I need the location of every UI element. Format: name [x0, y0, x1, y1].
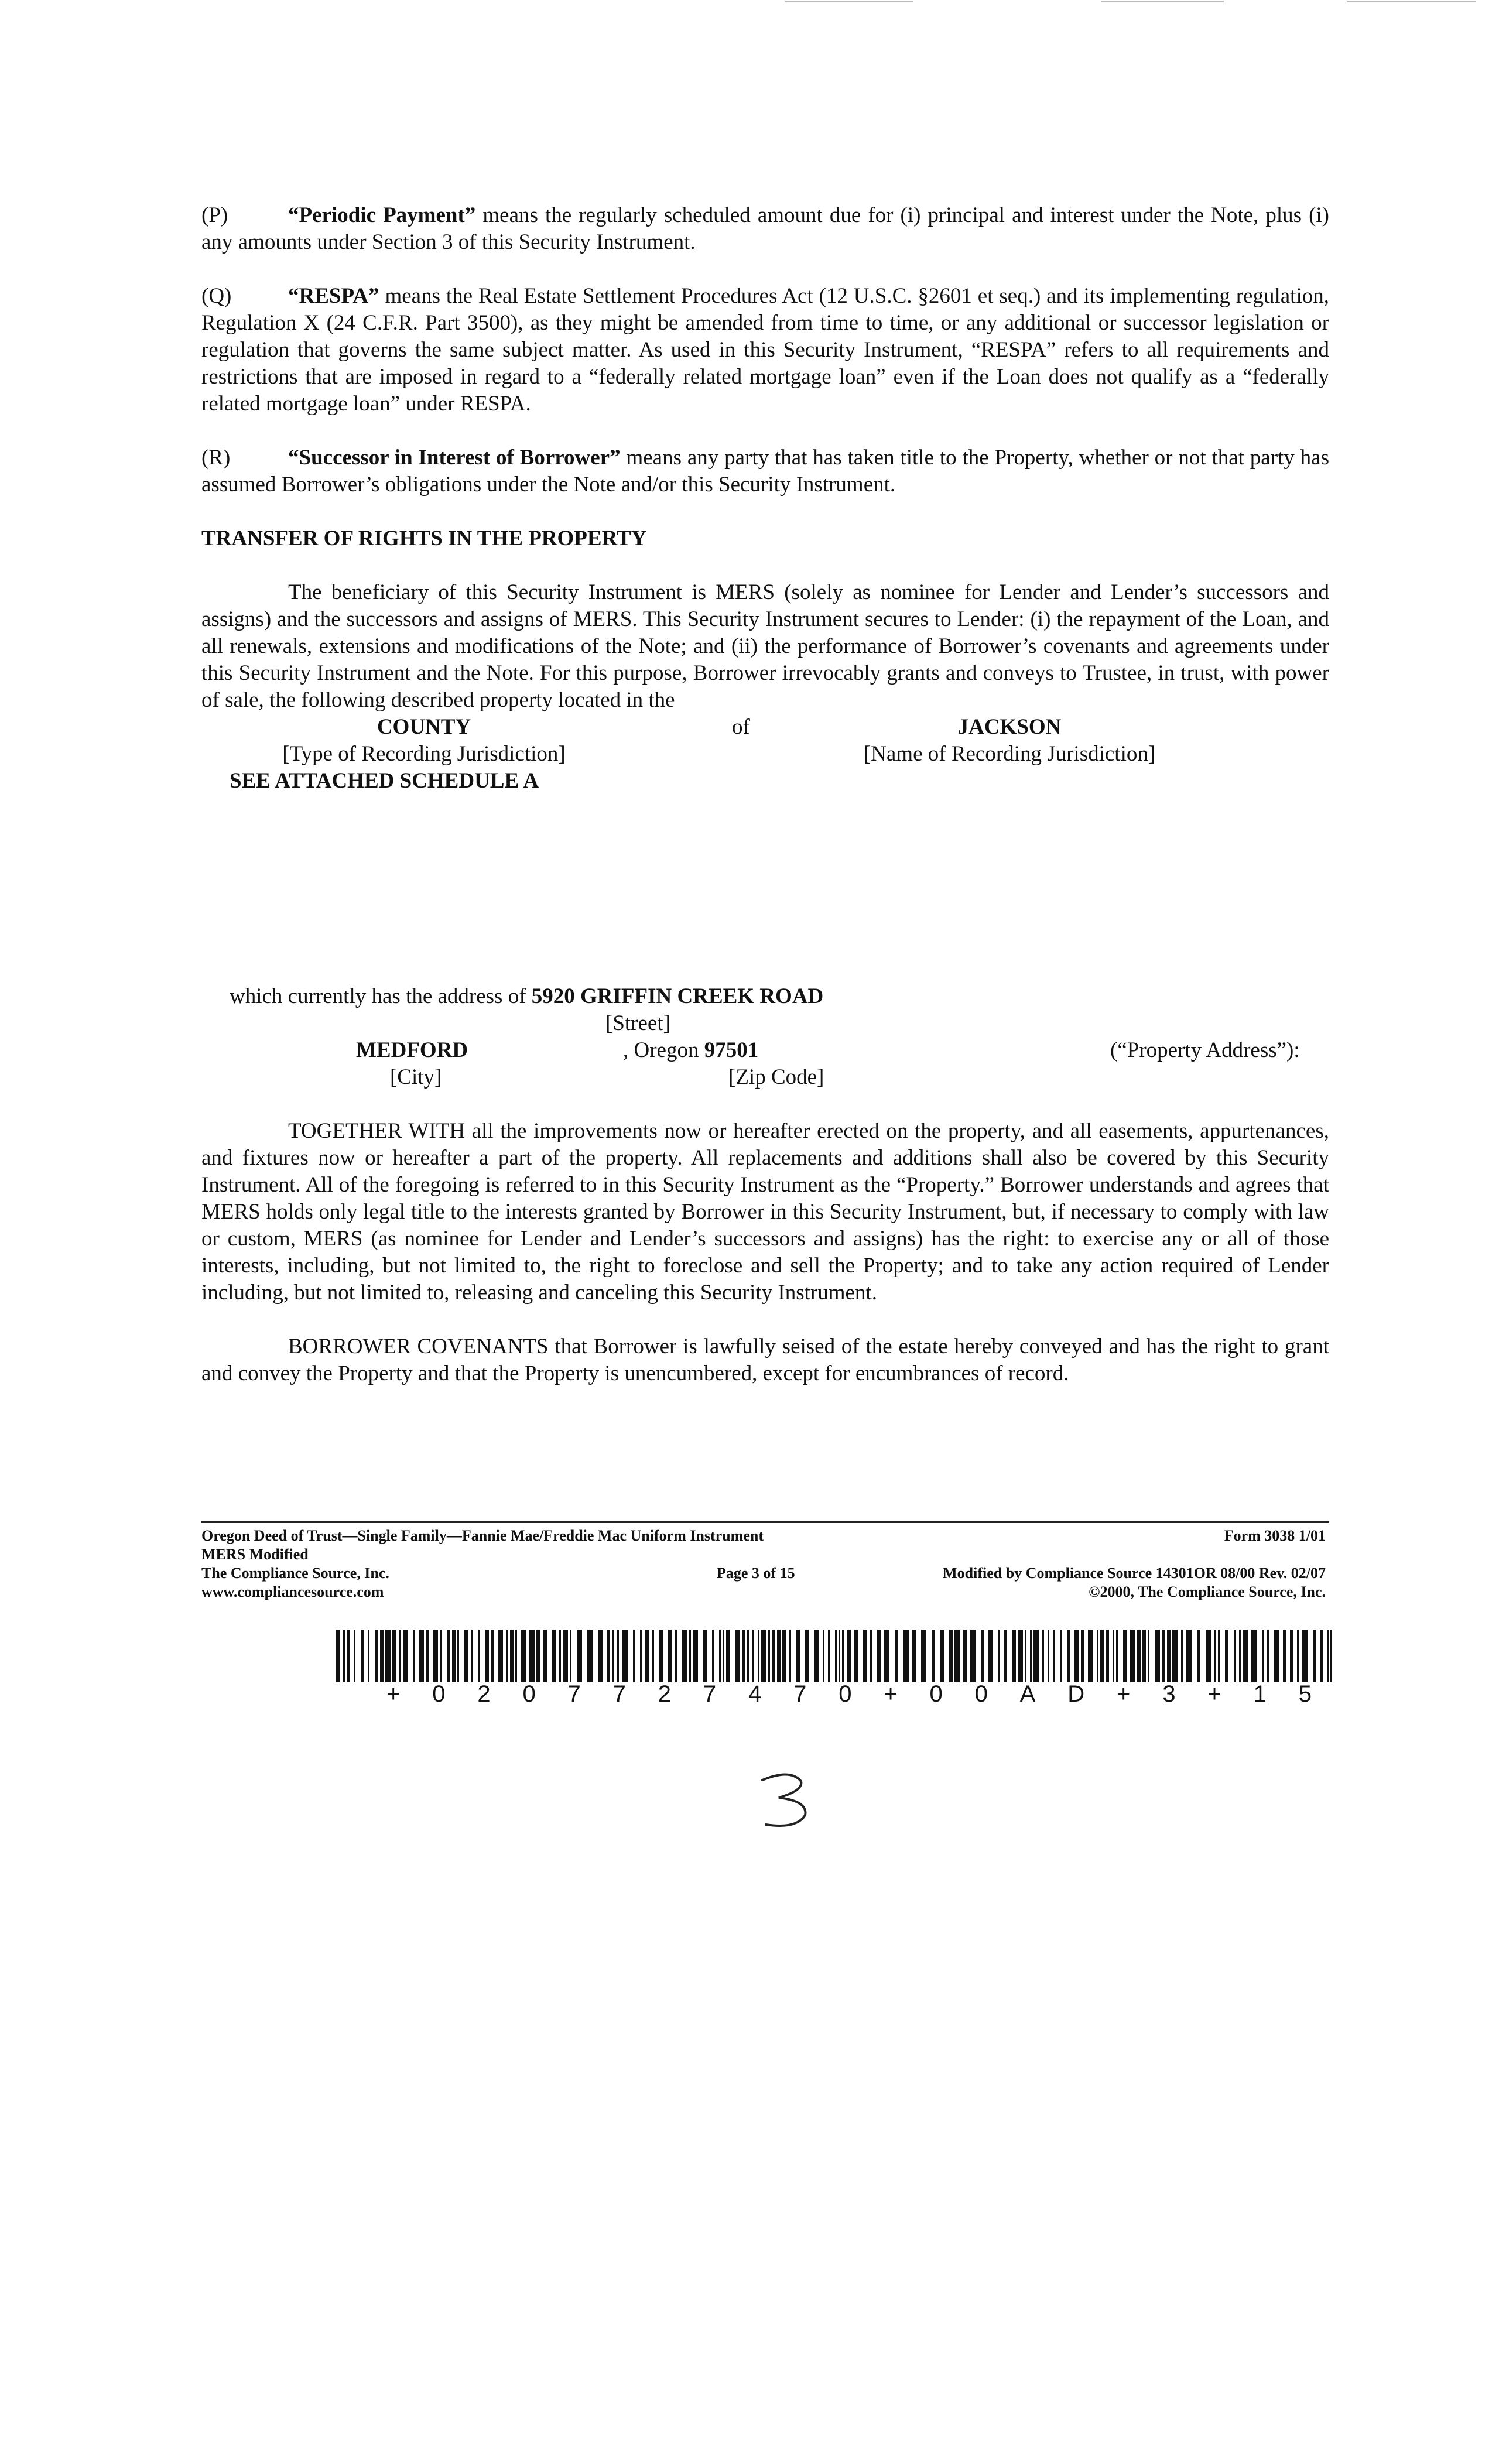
barcode-bar	[491, 1630, 494, 1682]
barcode-bar	[347, 1630, 350, 1682]
barcode-bar	[1106, 1630, 1109, 1682]
barcode-bar	[735, 1630, 740, 1682]
barcode-bar	[645, 1630, 649, 1682]
barcode-char: +	[1207, 1681, 1221, 1707]
barcode-bar	[1042, 1630, 1044, 1682]
barcode-bar	[772, 1630, 775, 1682]
city-caption-row	[201, 1064, 1329, 1091]
barcode-bar	[1197, 1630, 1200, 1682]
barcode-bar	[1320, 1630, 1323, 1682]
barcode-bar	[777, 1630, 781, 1682]
paragraph-text: means any party that has taken title to the Property, whether or not that party has assumed Borrower’s obligations under the Note and/or this Security Instrument.	[201, 446, 1329, 497]
barcode-bar	[963, 1630, 967, 1682]
city-caption: [City]	[390, 1065, 442, 1089]
barcode-bar	[640, 1630, 642, 1682]
barcode-bar	[552, 1630, 556, 1682]
defined-term: “Successor in Interest of Borrower”	[288, 446, 621, 470]
barcode-bar	[1137, 1630, 1141, 1682]
barcode-bar	[842, 1630, 844, 1682]
scan-mark	[1101, 1, 1224, 2]
barcode-bar	[1206, 1630, 1211, 1682]
barcode-bar	[1130, 1630, 1135, 1682]
barcode-bar	[723, 1630, 724, 1682]
document-body	[201, 202, 1329, 1387]
jurisdiction-type-caption: [Type of Recording Jurisdiction]	[282, 742, 566, 766]
barcode-bar	[1290, 1630, 1293, 1682]
street-caption-row	[201, 1010, 1329, 1037]
barcode-bar	[1088, 1630, 1093, 1682]
barcode-bar	[1033, 1630, 1039, 1682]
barcode-bar	[1225, 1630, 1228, 1682]
barcode-bar	[1053, 1630, 1055, 1682]
barcode-bar	[598, 1630, 603, 1682]
barcode-bar	[675, 1630, 677, 1682]
street-caption: [Street]	[605, 1011, 670, 1035]
barcode-char: 3	[1162, 1681, 1176, 1707]
barcode-bar	[536, 1630, 540, 1682]
handwritten-page-number	[750, 1768, 820, 1833]
barcode-bar	[954, 1630, 960, 1682]
barcode-bar	[1012, 1630, 1016, 1682]
barcode-bar	[752, 1630, 754, 1682]
barcode-bar	[863, 1630, 867, 1682]
jurisdiction-type: COUNTY	[377, 715, 471, 739]
barcode-bar	[847, 1630, 851, 1682]
paragraph-q	[201, 283, 1329, 417]
barcode-char: 0	[929, 1681, 943, 1707]
barcode-bar	[1048, 1630, 1049, 1682]
mers-modified: MERS Modified	[201, 1546, 309, 1563]
barcode-char: 7	[567, 1681, 581, 1707]
barcode-bar	[988, 1630, 993, 1682]
barcode-bar	[413, 1630, 415, 1682]
schedule-reference: SEE ATTACHED SCHEDULE A	[230, 769, 539, 793]
barcode-char: 1	[1253, 1681, 1267, 1707]
barcode-bar	[559, 1630, 561, 1682]
company-name: The Compliance Source, Inc.	[201, 1565, 389, 1582]
barcode-bar	[607, 1630, 610, 1682]
barcode-bar	[485, 1630, 489, 1682]
barcode-bar	[1239, 1630, 1241, 1682]
page-number: Page 3 of 15	[717, 1565, 795, 1582]
barcode-bar	[1113, 1630, 1114, 1682]
jurisdiction-row	[201, 714, 1329, 741]
barcode-char: 2	[477, 1681, 491, 1707]
company-website: www.compliancesource.com	[201, 1583, 384, 1600]
barcode-bar	[1330, 1630, 1332, 1682]
barcode-char: 0	[839, 1681, 852, 1707]
barcode-bar	[1251, 1630, 1257, 1682]
barcode-bar	[970, 1630, 976, 1682]
defined-term: “RESPA”	[288, 284, 379, 308]
barcode-bar	[1100, 1630, 1104, 1682]
barcode-bar	[1116, 1630, 1118, 1682]
address-lead: which currently has the address of	[230, 984, 532, 1008]
barcode-char: A	[1019, 1681, 1036, 1707]
barcode-bar	[1123, 1630, 1127, 1682]
barcode-char: 7	[703, 1681, 717, 1707]
barcode-bar	[385, 1630, 391, 1682]
barcode-bar	[877, 1630, 881, 1682]
covenants-paragraph: BORROWER COVENANTS that Borrower is lawfully seised of the estate hereby conveyed and has the right to grant and convey the Property and that the Property is unencumbered, except for encumbrances of record.	[201, 1334, 1329, 1385]
barcode-char: 0	[522, 1681, 536, 1707]
footer-row-3	[201, 1564, 1329, 1583]
barcode-bar	[1142, 1630, 1146, 1682]
zip-code: 97501	[704, 1038, 759, 1062]
barcode-char: 7	[612, 1681, 626, 1707]
barcode-bar	[805, 1630, 809, 1682]
barcode-bar	[1214, 1630, 1216, 1682]
street-address: 5920 GRIFFIN CREEK ROAD	[531, 984, 824, 1008]
barcode-bar	[452, 1630, 456, 1682]
barcode-bar	[758, 1630, 759, 1682]
together-paragraph: TOGETHER WITH all the improvements now or hereafter erected on the property, and all easements, appurtenances, and fixtures now or hereafter a part of the property. All replacements and additions shall also be covered by this Security Instrument. All of the foregoing is referred to in this Security Instrument as the “Property.” Borrower understands and agrees that MERS holds only legal title to the interests granted by Borrower in this Security Instrument, but, if necessary to comply with law or custom, MERS (as nominee for Lender and Lender’s successors and assigns) has the right: to exercise any or all of those interests, including, but not limited to, the right to foreclose and sell the Property; and to take any action required of Lender including, but not limited to, releasing and canceling this Security Instrument.	[201, 1119, 1329, 1305]
barcode-bar	[835, 1630, 837, 1682]
barcode-bar	[932, 1630, 935, 1682]
jurisdiction-caption-row	[201, 741, 1329, 768]
barcode-bar	[839, 1630, 840, 1682]
barcode-bar	[1327, 1630, 1329, 1682]
blank-space	[201, 795, 1329, 983]
barcode-bar	[703, 1630, 707, 1682]
barcode-bar	[622, 1630, 628, 1682]
barcode-bar	[1004, 1630, 1007, 1682]
barcode-bar	[940, 1630, 944, 1682]
copyright-note: ©2000, The Compliance Source, Inc.	[1089, 1583, 1326, 1600]
barcode-bar	[814, 1630, 819, 1682]
barcode-bar	[903, 1630, 909, 1682]
city-row	[201, 1037, 1329, 1064]
barcode-bar	[433, 1630, 438, 1682]
barcode-char: +	[1117, 1681, 1131, 1707]
barcode-bar	[1234, 1630, 1236, 1682]
barcode-bar	[747, 1630, 749, 1682]
barcode-bar	[1060, 1630, 1062, 1682]
barcode-bar	[884, 1630, 889, 1682]
barcode-bar	[1018, 1630, 1023, 1682]
property-address-label: (“Property Address”):	[1110, 1038, 1300, 1062]
barcode-bar	[336, 1630, 340, 1682]
barcode-bar	[682, 1630, 687, 1682]
barcode-char: 4	[748, 1681, 762, 1707]
barcode-bar	[1243, 1630, 1248, 1682]
barcode-text	[386, 1681, 1312, 1707]
paragraph-label: (R)	[201, 446, 231, 470]
document-barcode	[336, 1630, 1332, 1682]
barcode-bar	[1218, 1630, 1220, 1682]
barcode-bar	[471, 1630, 473, 1682]
barcode-bar	[361, 1630, 364, 1682]
barcode-bar	[1302, 1630, 1308, 1682]
barcode-char: 7	[793, 1681, 807, 1707]
barcode-bar	[768, 1630, 770, 1682]
form-number: Form 3038 1/01	[1224, 1527, 1326, 1544]
barcode-bar	[498, 1630, 503, 1682]
form-title: Oregon Deed of Trust—Single Family—Fannie Mae/Freddie Mac Uniform Instrument	[201, 1527, 764, 1544]
barcode-bar	[828, 1630, 830, 1682]
barcode-char: +	[884, 1681, 898, 1707]
barcode-bar	[921, 1630, 926, 1682]
barcode-bar	[577, 1630, 582, 1682]
footer-row-2	[201, 1545, 1329, 1564]
paragraph-label: (Q)	[201, 284, 232, 308]
barcode-bar	[912, 1630, 916, 1682]
state-zip	[623, 1037, 758, 1064]
barcode-bar	[761, 1630, 766, 1682]
barcode-bar	[440, 1630, 442, 1682]
barcode-bar	[1074, 1630, 1079, 1682]
schedule-row	[201, 768, 1329, 795]
defined-term: “Periodic Payment”	[288, 203, 476, 227]
barcode-bar	[1297, 1630, 1299, 1682]
barcode-bar	[1162, 1630, 1165, 1682]
barcode-bar	[689, 1630, 691, 1682]
barcode-bar	[742, 1630, 745, 1682]
barcode-bar	[612, 1630, 614, 1682]
barcode-bar	[789, 1630, 791, 1682]
barcode-bar	[796, 1630, 800, 1682]
barcode-bar	[1025, 1630, 1026, 1682]
jurisdiction-name: JACKSON	[957, 715, 1062, 739]
barcode-bar	[1148, 1630, 1149, 1682]
modified-note: Modified by Compliance Source 14301OR 08/00 Rev. 02/07	[943, 1565, 1326, 1582]
barcode-bar	[392, 1630, 396, 1682]
jurisdiction-name-caption: [Name of Recording Jurisdiction]	[863, 742, 1156, 766]
barcode-bar	[1155, 1630, 1160, 1682]
barcode-char: +	[386, 1681, 401, 1707]
barcode-bar	[354, 1630, 355, 1682]
barcode-bar	[380, 1630, 384, 1682]
barcode-bar	[343, 1630, 345, 1682]
barcode-bar	[1172, 1630, 1178, 1682]
barcode-bar	[478, 1630, 480, 1682]
barcode-bar	[998, 1630, 1000, 1682]
barcode-bar	[1167, 1630, 1171, 1682]
barcode-bar	[1262, 1630, 1264, 1682]
address-row	[201, 983, 1329, 1010]
barcode-bar	[1283, 1630, 1286, 1682]
transfer-paragraph: The beneficiary of this Security Instrument is MERS (solely as nominee for Lender and Lender’s successors and assigns) and the successors and assigns of MERS. This Security Instrument secures to Lender: (i) the repayment of the Loan, and all renewals, extensions and modifications of the Note; and (ii) the performance of Borrower’s covenants and agreements under this Security Instrument and the Note. For this purpose, Borrower irrevocably grants and conveys to Trustee, in trust, with power of sale, the following described property located in the	[201, 580, 1329, 712]
barcode-bar	[563, 1630, 568, 1682]
city: MEDFORD	[356, 1038, 468, 1062]
barcode-bar	[1081, 1630, 1084, 1682]
barcode-bar	[895, 1630, 898, 1682]
footer-row-4	[201, 1583, 1329, 1601]
barcode-bar	[870, 1630, 872, 1682]
transfer-heading: TRANSFER OF RIGHTS IN THE PROPERTY	[201, 526, 647, 550]
barcode-bar	[726, 1630, 730, 1682]
barcode-bar	[823, 1630, 824, 1682]
barcode-char: D	[1067, 1681, 1085, 1707]
barcode-bar	[652, 1630, 654, 1682]
barcode-bar	[719, 1630, 721, 1682]
barcode-bar	[1313, 1630, 1316, 1682]
barcode-bar	[399, 1630, 401, 1682]
barcode-bar	[521, 1630, 526, 1682]
barcode-bar	[515, 1630, 517, 1682]
form-footer	[201, 1521, 1329, 1601]
barcode-bar	[1097, 1630, 1098, 1682]
barcode-bar	[368, 1630, 369, 1682]
barcode-bar	[375, 1630, 378, 1682]
barcode-char: 0	[974, 1681, 988, 1707]
barcode-bar	[529, 1630, 535, 1682]
barcode-char: 5	[1298, 1681, 1312, 1707]
barcode-bar	[543, 1630, 547, 1682]
zip-caption: [Zip Code]	[728, 1065, 824, 1089]
barcode-bar	[457, 1630, 459, 1682]
barcode-bar	[506, 1630, 508, 1682]
barcode-bar	[1267, 1630, 1269, 1682]
state-label: , Oregon	[623, 1038, 704, 1062]
barcode-bar	[693, 1630, 698, 1682]
barcode-bar	[587, 1630, 593, 1682]
barcode-bar	[668, 1630, 672, 1682]
barcode-bar	[447, 1630, 450, 1682]
barcode-bar	[854, 1630, 858, 1682]
barcode-bar	[1186, 1630, 1192, 1682]
scan-mark	[785, 1, 913, 2]
barcode-bar	[419, 1630, 424, 1682]
paragraph-r	[201, 444, 1329, 498]
jurisdiction-of: of	[732, 715, 750, 739]
paragraph-p	[201, 202, 1329, 256]
barcode-bar	[782, 1630, 786, 1682]
scan-mark	[1347, 1, 1476, 2]
blank-line	[201, 1091, 1329, 1118]
paragraph-label: (P)	[201, 203, 228, 227]
address-line	[230, 983, 823, 1010]
barcode-bar	[981, 1630, 984, 1682]
barcode-bar	[712, 1630, 714, 1682]
barcode-bar	[633, 1630, 635, 1682]
footer-row-1	[201, 1527, 1329, 1545]
barcode-bar	[570, 1630, 571, 1682]
barcode-bar	[510, 1630, 514, 1682]
paragraph-text: means the regularly scheduled amount due for (i) principal and interest under the Note, plus (i) any amounts under Section 3 of this Security Instrument.	[201, 203, 1329, 254]
barcode-bar	[1030, 1630, 1032, 1682]
barcode-bar	[659, 1630, 663, 1682]
barcode-bar	[617, 1630, 619, 1682]
barcode-char: 2	[658, 1681, 672, 1707]
footer-divider	[201, 1521, 1329, 1523]
barcode-bar	[1067, 1630, 1070, 1682]
barcode-bar	[403, 1630, 408, 1682]
barcode-bar	[1274, 1630, 1279, 1682]
barcode-bar	[464, 1630, 468, 1682]
scan-artifacts	[0, 0, 1499, 5]
barcode-bar	[426, 1630, 429, 1682]
paragraph-text: means the Real Estate Settlement Procedures Act (12 U.S.C. §2601 et seq.) and its implementing regulation, Regulation X (24 C.F.R. Part 3500), as they might be amended from time to time, or any additional or successor legislation or regulation that governs the same subject matter. As used in this Security Instrument, “RESPA” refers to all requirements and restrictions that are imposed in regard to a “federally related mortgage loan” even if the Loan does not qualify as a “federally related mortgage loan” under RESPA.	[201, 284, 1329, 416]
barcode-bar	[949, 1630, 953, 1682]
barcode-bar	[1181, 1630, 1183, 1682]
barcode-char: 0	[432, 1681, 446, 1707]
